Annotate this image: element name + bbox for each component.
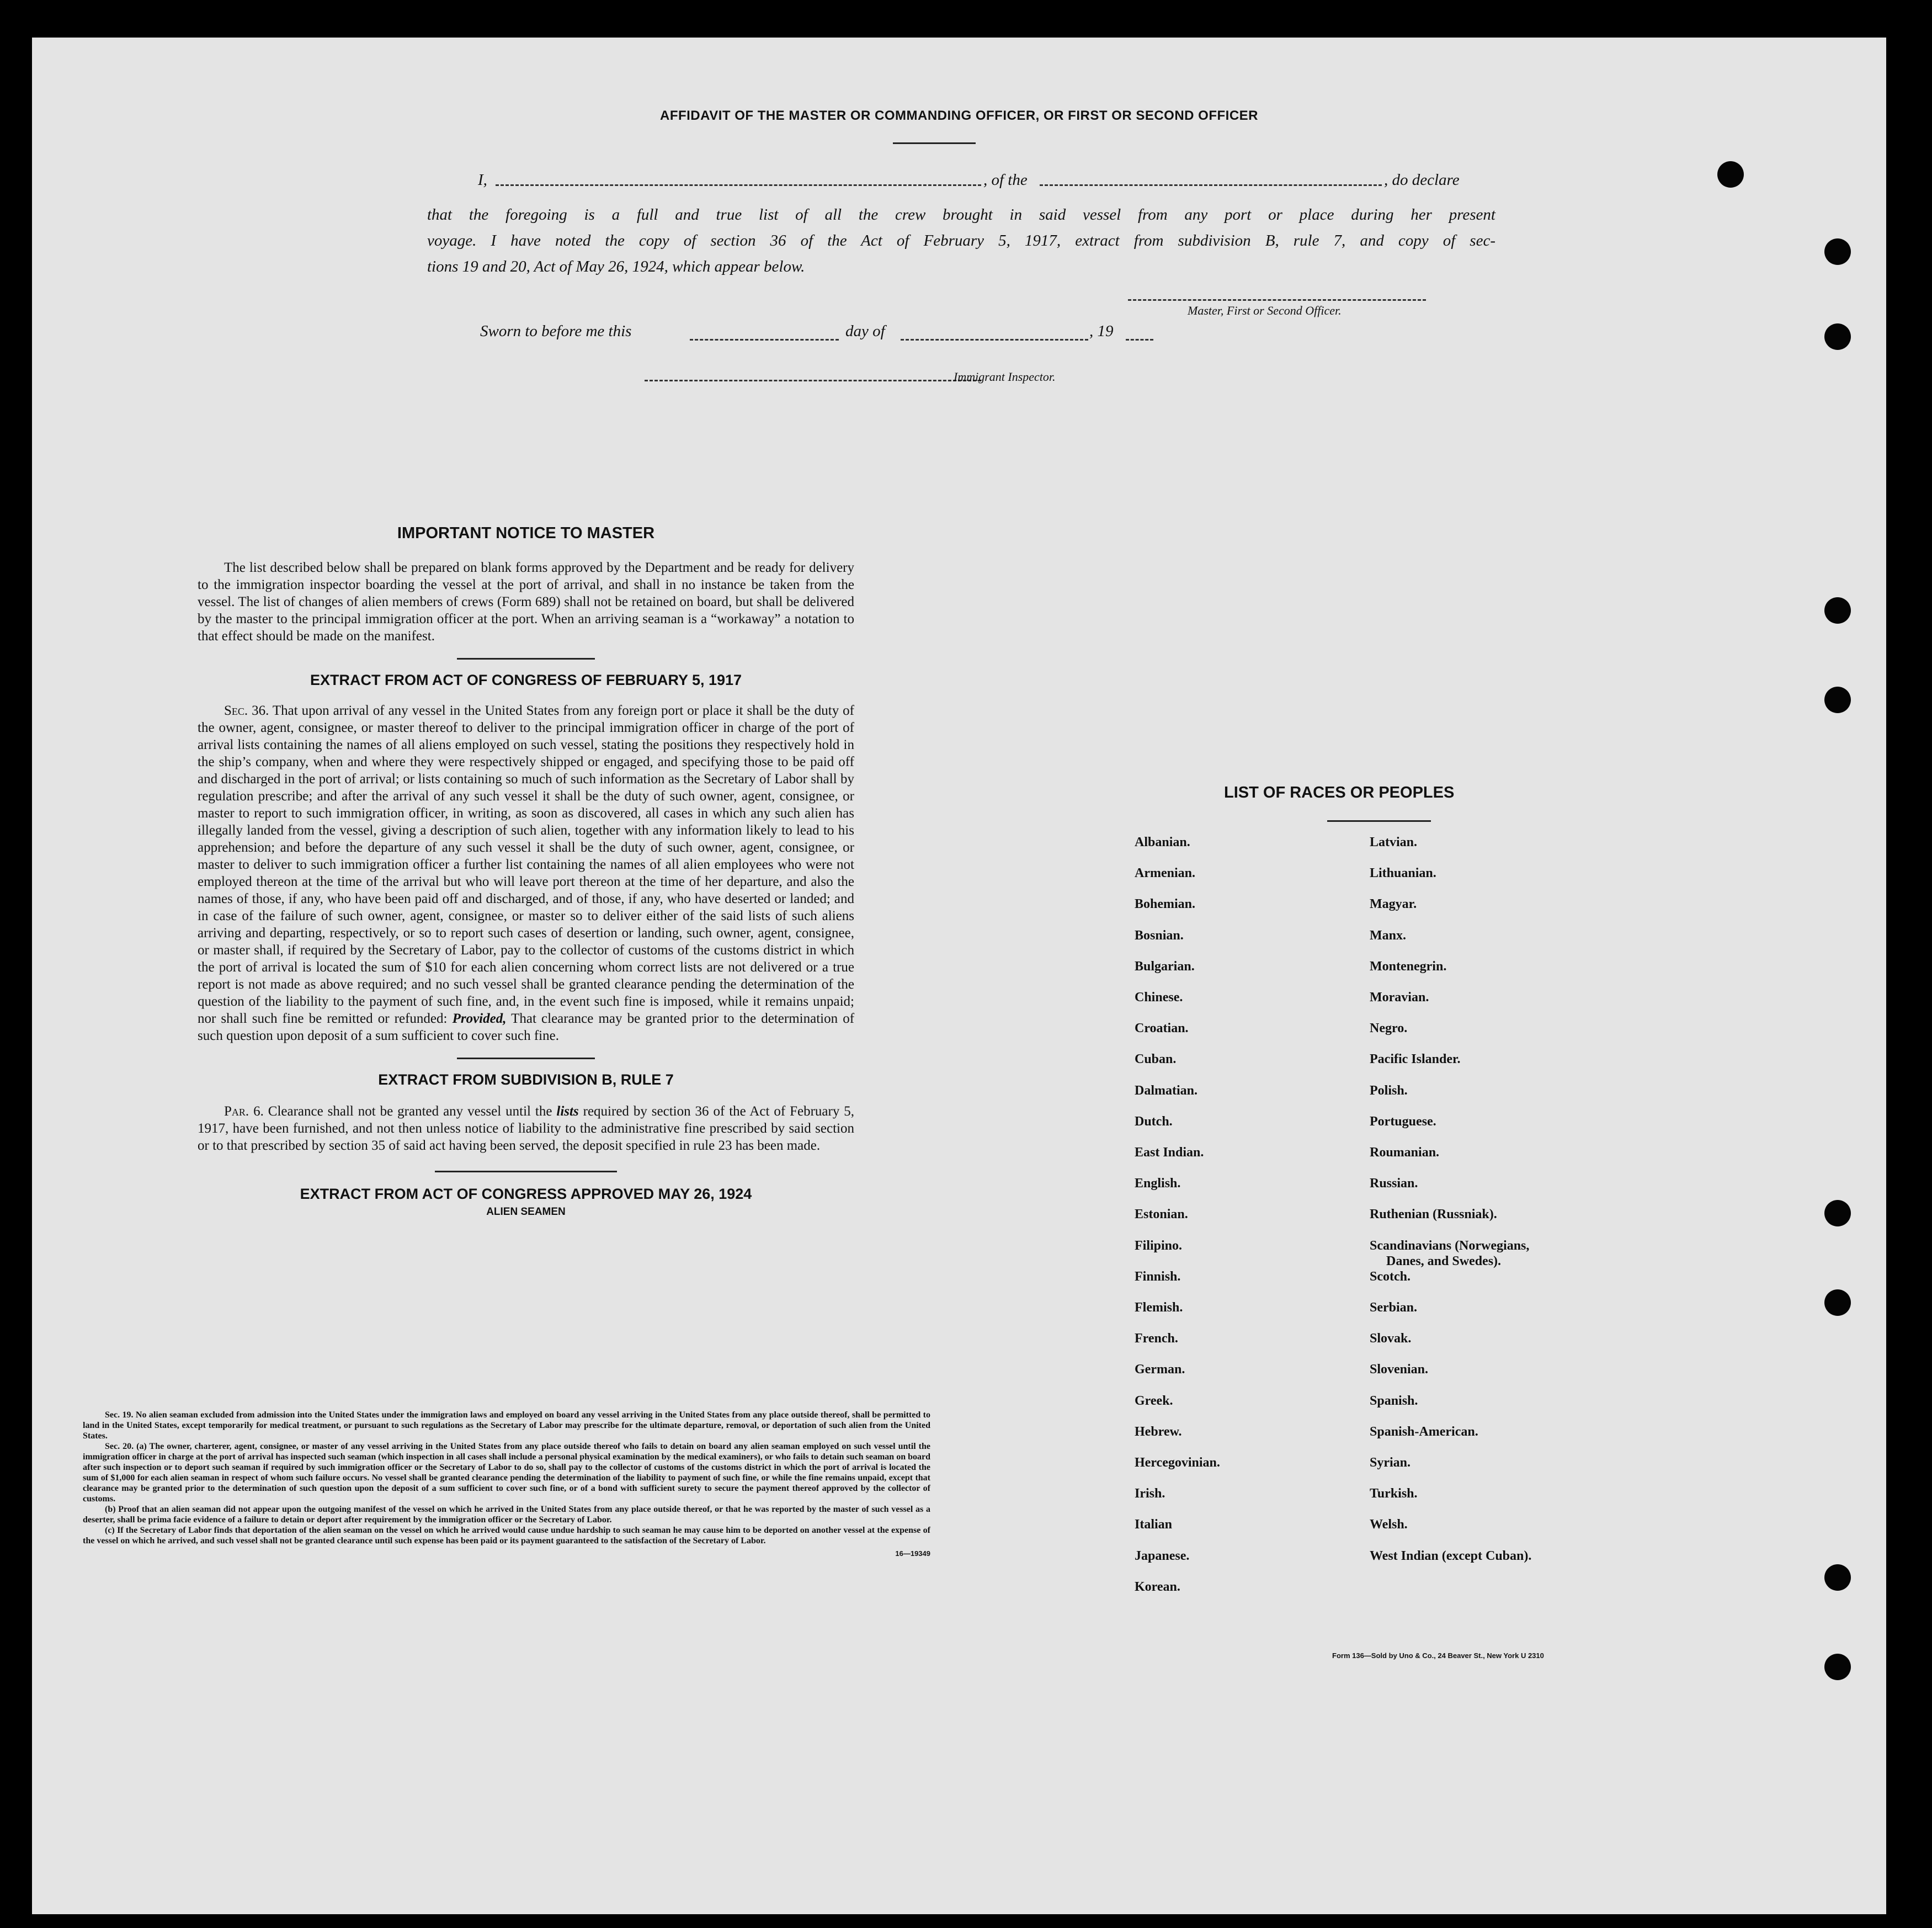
binder-hole — [1824, 1200, 1851, 1226]
race-item-left: Italian — [1135, 1517, 1173, 1532]
print-code: 16—19349 — [895, 1549, 930, 1558]
race-item-left: Bohemian. — [1135, 897, 1196, 912]
races-divider — [1327, 820, 1431, 822]
race-item-left: Croatian. — [1135, 1021, 1189, 1036]
sworn-label: Sworn to before me this — [480, 322, 632, 340]
extract-1917-text — [198, 702, 854, 1044]
race-item-left: Dalmatian. — [1135, 1083, 1197, 1098]
sec20c-text: (c) If the Secretary of Labor finds that deportation of the alien seaman on the vessel on which he arrived would cause undue hardship to such seaman he may cause him to be deported on another vessel at the expense of the vessel on which he arrived, and such vessel shall not be granted clearance until such expense has been paid or its payment guaranteed to the satisfaction of the Secretary of Labor. — [83, 1526, 930, 1545]
vessel-name-field[interactable] — [1040, 184, 1382, 186]
binder-hole — [1824, 238, 1851, 265]
race-item-right: Scandinavians (Norwegians, — [1370, 1238, 1530, 1253]
race-item-left: French. — [1135, 1331, 1178, 1346]
race-item-right: Magyar. — [1370, 897, 1417, 912]
extract-1917-title: EXTRACT FROM ACT OF CONGRESS OF FEBRUARY 5, 1917 — [310, 672, 742, 688]
race-item-left: Dutch. — [1135, 1114, 1173, 1129]
race-item-right: Ruthenian (Russniak). — [1370, 1207, 1497, 1222]
extract-1924-body — [83, 1410, 930, 1558]
notice-text: The list described below shall be prepared on blank forms approved by the Department and be ready for delivery to the immigration inspector boarding the vessel at the port of arrival, and shall in no instance be taken from the vessel. The list of changes of alien members of crews (Form 689) shall not be retained on board, but shall be delivered by the master to the principal immigration officer at the port. When an arriving seaman is a “workaway” a notation to that effect should be made on the manifest. — [198, 560, 854, 644]
race-item-left: Finnish. — [1135, 1269, 1181, 1284]
race-item-left: Estonian. — [1135, 1207, 1188, 1222]
rule7-title: EXTRACT FROM SUBDIVISION B, RULE 7 — [378, 1071, 674, 1088]
form-page — [32, 38, 1886, 1914]
par6-lists-word: lists — [556, 1104, 579, 1119]
race-item-left: Bulgarian. — [1135, 959, 1195, 974]
declarant-name-field[interactable] — [496, 184, 981, 186]
binder-hole — [1824, 597, 1851, 624]
sworn-year-field[interactable] — [1126, 339, 1153, 341]
affidavit-line-3: voyage. I have noted the copy of section 36 of the Act of February 5, 1917, extract from subdivision B, rule 7, and copy of sec- — [427, 232, 1495, 249]
race-item-left: Greek. — [1135, 1393, 1173, 1408]
binder-hole — [1824, 1564, 1851, 1591]
binder-hole — [1824, 1654, 1851, 1680]
title-divider — [893, 142, 976, 144]
race-item-left: Chinese. — [1135, 990, 1183, 1005]
sworn-month-field[interactable] — [901, 339, 1088, 341]
race-item-right: Slovak. — [1370, 1331, 1412, 1346]
par6-text-b: required by section 36 of the Act of February 5, 1917, have been furnished, and not then unless notice of liability to the administrative fine prescribed by said section or to that prescribed by section 35 of said act having been served, the deposit specified in rule 23 has been made. — [198, 1104, 855, 1153]
sec20a-text: Sec. 20. (a) The owner, charterer, agent, consignee, or master of any vessel arriving in the United States from any place outside thereof who fails to detain on board any alien seaman employed on such vessel until the immigration officer in charge at the port of arrival has inspected such seaman (which inspection in all cases shall include a personal physical examination by the medical examiners), or who fails to detain such seaman on board after such inspection or to deport such seaman if required by such immigration officer or the Secretary of Labor to do so, shall pay to the collector of customs of the customs district in which the port of arrival is located the sum of $1,000 for each alien seaman in respect of whom such failure occurs. No vessel shall be granted clearance pending the determination of the liability to payment of such fine, or while the fine remains unpaid, except that clearance may be granted prior to the determination of such question upon the deposit of a sum sufficient to cover such fine, or of a bond with sufficient surety to secure the payment thereof approved by the collector of customs. — [83, 1442, 930, 1504]
binder-hole — [1824, 323, 1851, 350]
race-item-right: Syrian. — [1370, 1456, 1411, 1470]
sworn-day-of: day of — [845, 322, 885, 340]
master-signature-field[interactable] — [1128, 299, 1426, 301]
race-item-left: Filipino. — [1135, 1238, 1183, 1253]
form-sold-note: Form 136—Sold by Uno & Co., 24 Beaver St., New York U 2310 — [1332, 1651, 1544, 1660]
sec20b-text: (b) Proof that an alien seaman did not appear upon the outgoing manifest of the vessel on which he arrived in the United States from any place outside thereof, or that he was reported by the master of such vessel as a deserter, shall be prima facie evidence of a failure to detain or deport after requirement by the immigration officer or the Secretary of Labor. — [83, 1505, 930, 1525]
extract-1924-title: EXTRACT FROM ACT OF CONGRESS APPROVED MAY 26, 1924 — [300, 1186, 752, 1202]
races-title: LIST OF RACES OR PEOPLES — [1224, 784, 1455, 801]
sec19-text: Sec. 19. No alien seaman excluded from admission into the United States under the immigration laws and employed on board any vessel arriving in the United States from any place outside thereof, shall be permitted to land in the United States, except temporarily for medical treatment, or pursuant to such regulations as the Secretary of Labor may prescribe for the ultimate departure, removal, or deportation of such alien from the United States. — [83, 1410, 930, 1441]
sworn-day-field[interactable] — [690, 339, 839, 341]
par6-label: Par. 6. — [224, 1104, 264, 1119]
race-item-right: Welsh. — [1370, 1517, 1408, 1532]
sec36-end: That clearance may be granted prior to the determination of such question upon deposit of a sum sufficient to cover such fine. — [198, 1011, 855, 1043]
race-item-left: Albanian. — [1135, 835, 1190, 849]
rule7-divider — [435, 1171, 617, 1172]
race-item-right: Serbian. — [1370, 1300, 1418, 1315]
race-item-right: Roumanian. — [1370, 1145, 1440, 1160]
race-item-right: Montenegrin. — [1370, 959, 1447, 974]
race-item-right: Scotch. — [1370, 1269, 1411, 1284]
race-item-left: English. — [1135, 1176, 1181, 1191]
inspector-label: Immigrant Inspector. — [954, 370, 1056, 384]
race-item-left: East Indian. — [1135, 1145, 1204, 1160]
race-item-right: Spanish. — [1370, 1393, 1418, 1408]
race-item-right: Pacific Islander. — [1370, 1052, 1461, 1067]
left-column — [198, 524, 854, 1218]
binder-hole — [1717, 161, 1744, 188]
race-item-right: Manx. — [1370, 928, 1406, 943]
rule7-text — [198, 1103, 854, 1154]
race-item-right: Lithuanian. — [1370, 866, 1436, 881]
race-item-right: Latvian. — [1370, 835, 1418, 849]
race-item-left: Irish. — [1135, 1486, 1165, 1501]
sec36-label: Sec. 36. — [224, 703, 269, 718]
race-item-left: Armenian. — [1135, 866, 1195, 881]
sworn-year-prefix: , 19 — [1089, 322, 1114, 340]
race-item-right: Polish. — [1370, 1083, 1408, 1098]
extract-1924-subtitle: ALIEN SEAMEN — [486, 1206, 566, 1218]
sec36-body: That upon arrival of any vessel in the United States from any foreign port or place it shall be the duty of the owner, agent, consignee, or master thereof to deliver to the principal immigration officer in charge of the port of arrival lists containing the names of all aliens employed on such vessel, stating the positions they respectively hold in the ship’s company, when and where they were respectively shipped or engaged, and specifying those to be paid off and discharged in the port of arrival; or lists containing so much of such information as the Secretary of Labor shall by regulation prescribe; and after the arrival of any such vessel it shall be the duty of such owner, agent, consignee, or master to report to such immigration officer, in writing, as soon as discovered, all cases in which any such alien has illegally landed from the vessel, giving a description of such alien, together with any information likely to lead to his apprehension; and before the departure of any such vessel it shall be the duty of such owner, agent, consignee, or master to deliver to such immigration officer a further list containing the names of all alien employees who were not employed thereon at the time of the arrival but who will leave port thereon at the time of her departure, and also the names of those, if any, who have been paid off and discharged, and of those, if any, who have deserted or landed; and in case of the failure of such owner, agent, consignee, or master so to deliver either of the said lists of such aliens arriving and departing, respectively, or so to report such cases of desertion or landing, such owner, agent, consignee, or master shall, if required by the Secretary of Labor, pay to the collector of customs of the customs district in which the port of arrival is located the sum of $10 for each alien concerning whom correct lists are not delivered or a true report is not made as above required; and no such vessel shall be granted clearance pending the determination of the question of the liability to the payment of such fine, and, in the event such fine is imposed, while it remains unpaid; nor shall such fine be remitted or refunded: — [198, 703, 855, 1026]
race-item-right: West Indian (except Cuban). — [1370, 1548, 1532, 1563]
affidavit-line-4: tions 19 and 20, Act of May 26, 1924, which appear below. — [427, 258, 805, 275]
race-item-left: Korean. — [1135, 1579, 1180, 1594]
race-item-left: German. — [1135, 1362, 1185, 1377]
race-item-left: Japanese. — [1135, 1548, 1190, 1563]
race-item-left: Flemish. — [1135, 1300, 1183, 1315]
binder-hole — [1824, 687, 1851, 713]
race-item-right: Spanish-American. — [1370, 1424, 1478, 1439]
race-item-left: Hebrew. — [1135, 1424, 1182, 1439]
race-item-right: Negro. — [1370, 1021, 1408, 1036]
affidavit-statement — [427, 202, 1495, 280]
race-item-right: Moravian. — [1370, 990, 1429, 1005]
binder-hole — [1824, 1289, 1851, 1316]
extract-1917-divider — [457, 1058, 595, 1059]
race-item-left: Cuban. — [1135, 1052, 1177, 1067]
par6-text-a: Clearance shall not be granted any vessel until the — [268, 1104, 552, 1119]
affidavit-line-2: that the foregoing is a full and true list of all the crew brought in said vessel from any port or place during her present — [427, 206, 1495, 224]
inspector-signature-field[interactable] — [645, 380, 981, 381]
affidavit-i: I, — [478, 171, 487, 189]
race-item-right: Russian. — [1370, 1176, 1418, 1191]
affidavit-of-the: , of the — [983, 171, 1028, 189]
affidavit-declare: , do declare — [1384, 171, 1460, 189]
notice-title: IMPORTANT NOTICE TO MASTER — [397, 524, 655, 542]
race-item-right: Slovenian. — [1370, 1362, 1429, 1377]
race-item-left: Hercegovinian. — [1135, 1456, 1220, 1470]
notice-divider — [457, 658, 595, 660]
master-signature-label: Master, First or Second Officer. — [1188, 304, 1342, 317]
race-item-left: Bosnian. — [1135, 928, 1184, 943]
race-item-right: Turkish. — [1370, 1486, 1418, 1501]
race-item-right: Portuguese. — [1370, 1114, 1436, 1129]
sec36-provided: Provided, — [452, 1011, 507, 1026]
affidavit-title: AFFIDAVIT OF THE MASTER OR COMMANDING OFFICER, OR FIRST OR SECOND OFFICER — [659, 108, 1259, 123]
race-item-right: Danes, and Swedes). — [1386, 1254, 1502, 1268]
